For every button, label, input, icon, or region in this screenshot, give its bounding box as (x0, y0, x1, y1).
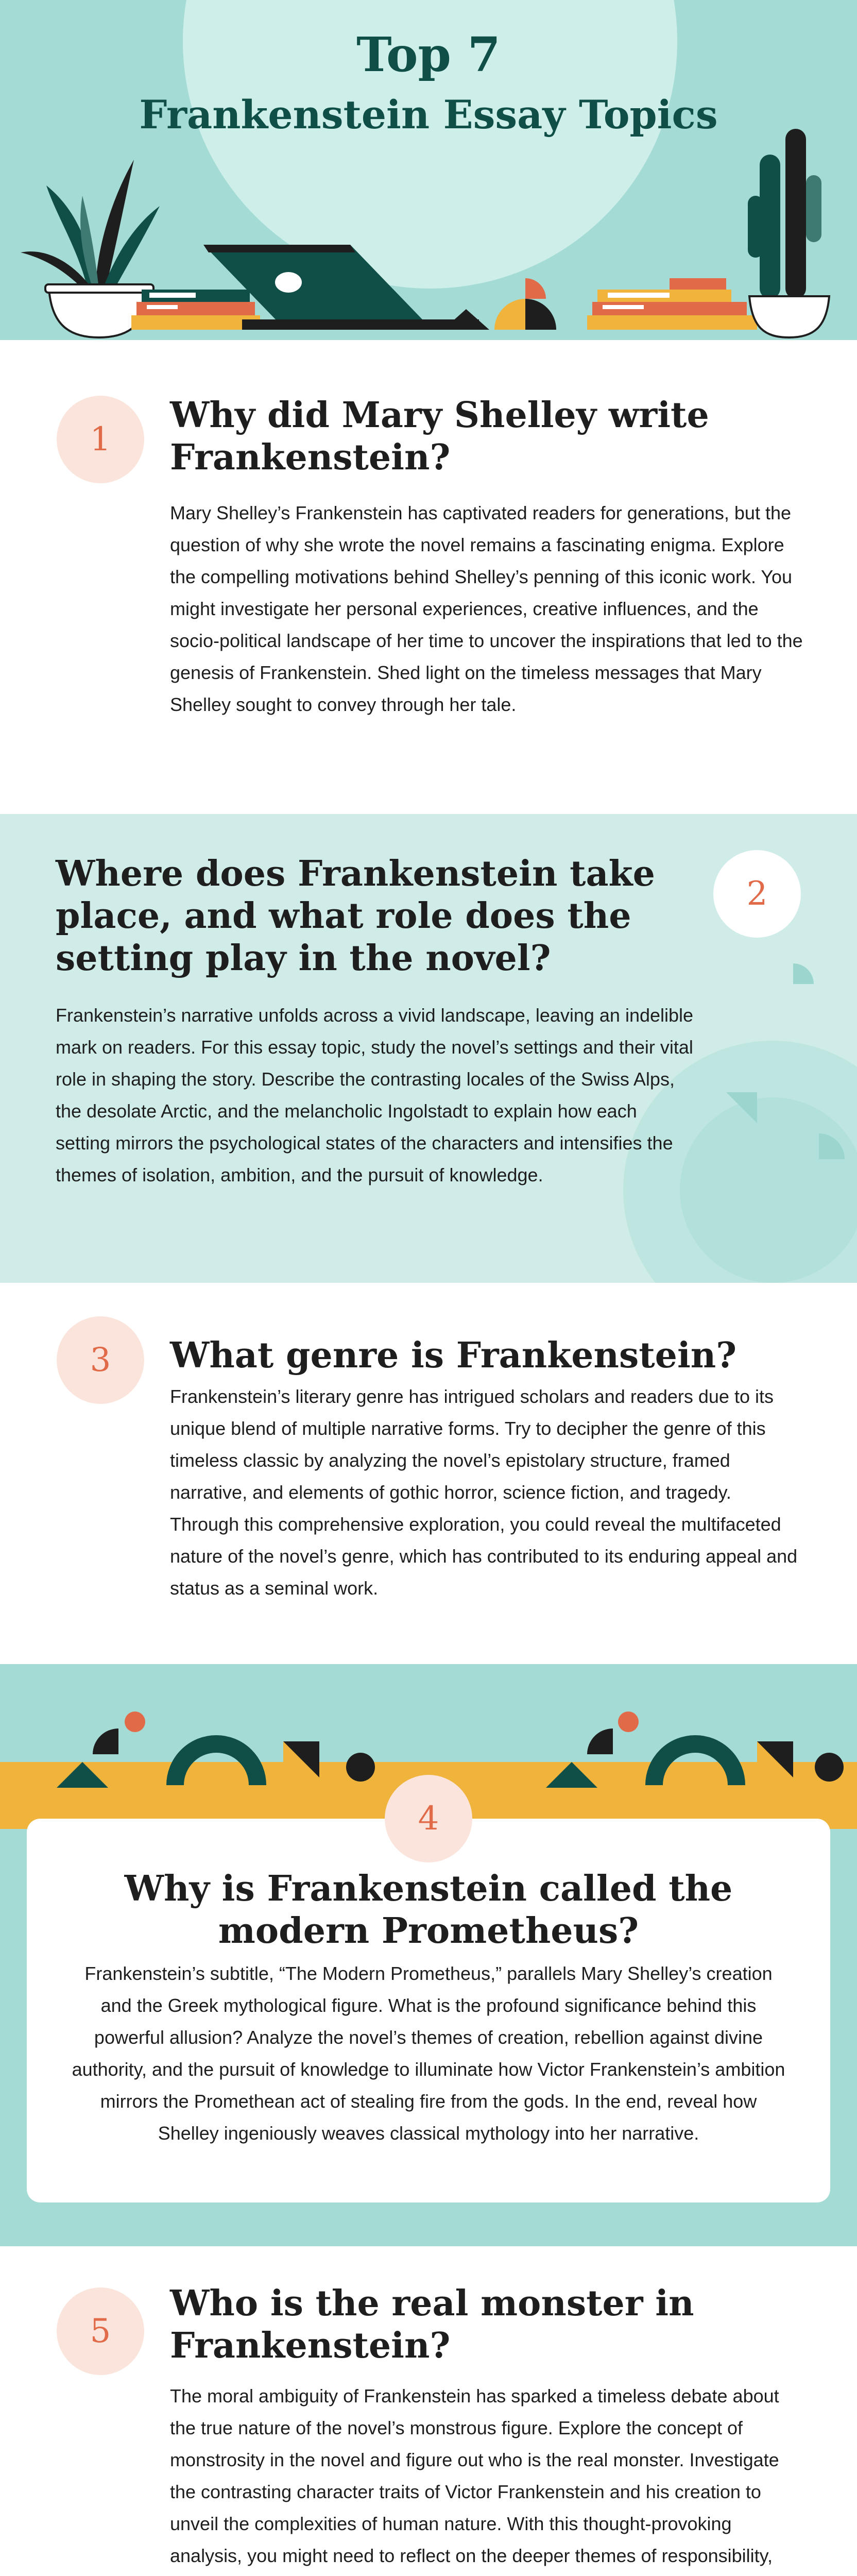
topic-section-5 (0, 2246, 857, 2576)
topic-body-3: Frankenstein’s literary genre has intrigued scholars and readers due to its unique blend of multiple narrative forms. Try to decipher the genre of this timeless classic by analyzing the novel’s epistolary structure, framed narrative, and elements of gothic horror, science fiction, and tragedy. Through this comprehensive exploration, you could reveal the multifaceted nature of the novel’s genre, which has contributed to its enduring appeal and status as a seminal work. (170, 1386, 798, 1599)
topic-title-1: Why did Mary Shelley write Frankenstein? (170, 395, 709, 478)
topic-card-4 (27, 1819, 830, 2202)
topic-body-4: Frankenstein’s subtitle, “The Modern Prometheus,” parallels Mary Shelley’s creation and the Greek mythological figure. What is the profound significance behind this powerful allusion? Analyze the novel’s themes of creation, rebellion against divine authority, and the pursuit of knowledge to illuminate how Victor Frankenstein’s ambition mirrors the Promethean act of stealing fire from the gods. In the end, reveal how Shelley ingeniously weaves classical mythology into her narrative. (72, 1963, 785, 2144)
topic-section-2 (0, 814, 857, 1283)
cactus-icon (748, 129, 829, 337)
topic-title-5: Who is the real monster in Frankenstein? (170, 2283, 694, 2366)
books-stack-icon (131, 290, 260, 330)
topic-body-2: Frankenstein’s narrative unfolds across a vivid landscape, leaving an indelible mark on readers. For this essay topic, study the novel’s settings and their vital role in shaping the story. Describe the contrasting locales of the Swiss Alps, the desolate Arctic, and the melancholic Ingolstadt to explain how each setting mirrors the psychological states of the characters and intensifies the themes of isolation, ambition, and the pursuit of knowledge. (56, 1005, 694, 1185)
topic-number-2: 2 (713, 850, 801, 938)
page-title-line2: Frankenstein Essay Topics (139, 92, 718, 138)
geometric-shapes-icon (443, 278, 556, 330)
page-title-line1: Top 7 (356, 27, 501, 82)
topic-section-1 (0, 340, 857, 814)
topic-title-3: What genre is Frankenstein? (170, 1335, 737, 1376)
topic-number-3: 3 (57, 1316, 144, 1404)
header (0, 0, 857, 340)
topic-section-3 (0, 1283, 857, 1664)
topic-title-2: Where does Frankenstein take place, and what role does the setting play in the novel? (56, 853, 655, 979)
topic-number-5: 5 (57, 2287, 144, 2375)
topic-body-1: Mary Shelley’s Frankenstein has captivated readers for generations, but the question of why she wrote the novel remains a fascinating enigma. Explore the compelling motivations behind Shelley’s penning of this iconic work. You might investigate her personal experiences, creative influences, and the socio-political landscape of her time to uncover the inspirations that led to the genesis of Frankenstein. Shed light on the timeless messages that Mary Shelley sought to convey through her tale. (170, 502, 803, 715)
topic-number-1: 1 (57, 396, 144, 483)
topic-body-5: The moral ambiguity of Frankenstein has sparked a timeless debate about the true nature of the novel’s monstrous figure. Explore the concept of monstrosity in the novel and figure out who is the real monster. Investigate the contrasting character traits of Victor Frankenstein and his creation to unveil the complexities of human nature. With this thought-provoking analysis, you might need to reflect on the deeper themes of responsibility, (170, 2385, 779, 2566)
topic-title-4: Why is Frankenstein called the modern Prometheus? (124, 1868, 733, 1952)
topic-section-4 (0, 1664, 857, 2246)
topic-number-4: 4 (385, 1775, 472, 1862)
books-right-icon (587, 278, 757, 330)
